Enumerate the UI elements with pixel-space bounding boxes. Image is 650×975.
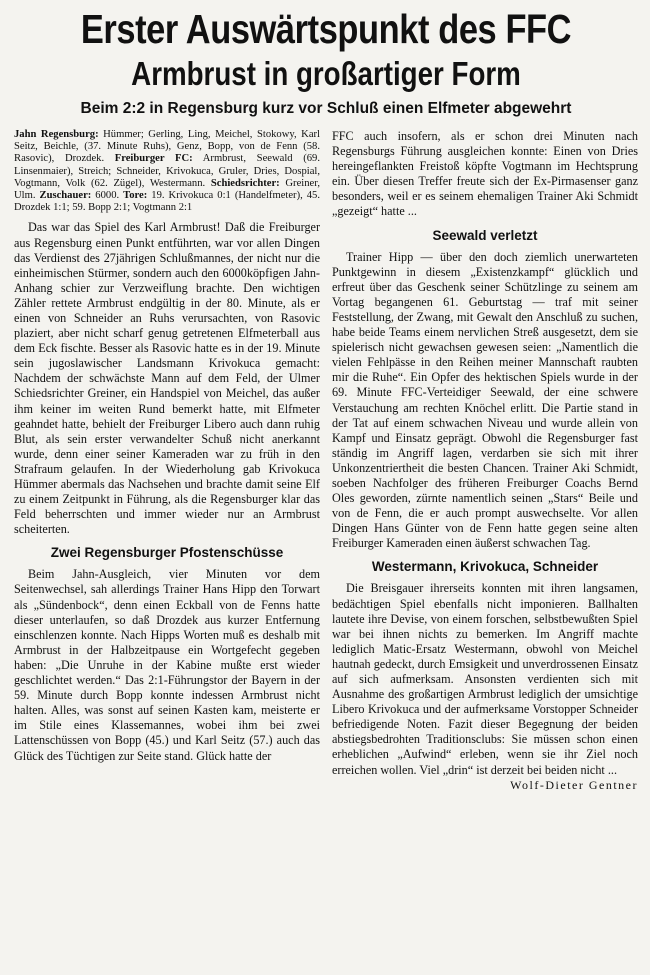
body-paragraph-continued: FFC auch insofern, als er schon drei Minuten nach Regensburgs Führung ausgleichen konnte: Einen von Dries hereingeflankten Freistoß köpfte Vogtmann im Hechtsprung ein. Über diesen Treffer freute sich der Ex-Pirmasenser ganz besonders, weil er es seinem ehemaligen Trainer Aki Schmidt „gezeigt“ hatte ...: [332, 129, 638, 219]
body-paragraph: Die Breisgauer ihrerseits konnten mit ihren langsamen, bedächtigen Spiel ebenfalls nicht imponieren. Ballhalten lautete ihre Devise, von einem forschen, selbstbewußten Spiel war bei ihnen nichts zu bemerken. Im Angriff machte lediglich Matic-Ersatz Westermann, obwohl von Meichel hautnah gedeckt, durch Emsigkeit und unverdrossenen Einsatz auf sich aufmerksam. Ansonsten verdienten sich mit Ausnahme des großartigen Armbrust lediglich der umsichtige Libero Krivokuca und der aufmerksame Vorstopper Schneider befriedigende Noten. Fazit dieser Begegnung der beiden abstiegsbedrohten Traditionsclubs: Sie müssen schon einen erheblichen „Aufwind“ erleben, wenn sie ihr Ziel noch erreichen wollen. Viel „drin“ ist derzeit bei beiden nicht ...: [332, 581, 638, 777]
lineup-spectators: 6000.: [91, 190, 124, 202]
lineup-goals-label: Tore:: [123, 190, 148, 202]
lineup-goals: 19. Krivokuca 0:1 (Handelfmeter), 45. Drozdek 1:1; 59. Bopp 2:1; Vogtmann 2:1: [14, 190, 320, 214]
lineup-team1: Hümmer; Gerling, Ling, Meichel, Stokowy, Karl Seitz, Beichle, (37. Minute Ruhs), Genz, Bopp, von de Fenn (58. Rasovic), Drozdek.: [14, 129, 320, 165]
headline: Erster Auswärtspunkt des FFC: [80, 6, 572, 52]
lineup-box: [14, 129, 320, 214]
section-heading-seewald: Seewald verletzt: [432, 227, 538, 243]
column-right: [332, 129, 638, 793]
body-paragraph: Das war das Spiel des Karl Armbrust! Daß die Freiburger aus Regensburg einen Punkt entführten, war vor allen Dingen das Verdienst des 27jährigen Schlußmannes, der nicht nur die einheimischen Stürmer, sondern auch den 6000köpfigen Jahn-Anhang schier zur Verzweiflung brachte. Den wichtigen Zähler rettete Armbrust endgültig in der 80. Minute, als er einen von Schneider an Ruhs verursachten, von Rasovic plaziert, aber nicht scharf genug getretenen Elfmeterball aus dem Eck fischte. Besser als Rasovic hatte es in der 19. Minute sein jugoslawischer Landsmann Krivokuca gemacht: Nachdem der schwächste Mann auf dem Feld, der Ulmer Schiedsrichter Greiner, ein Handspiel von Meichel, das außer ihm keiner im weiten Rund bemerkt hatte, mit Elfmeter geahndet hatte, behielt der Freiburger Libero auch dann ruhig Blut, als sein erster verwandelter Schuß nicht anerkannt wurde, denn einer seiner Kameraden war zu früh in den Strafraum gelaufen. In der Wiederholung gab Krivokuca Hümmer abermals das Nachsehen und brachte damit seine Elf zu einem Zeitpunkt in Führung, als die Regensburger klar das Feld beherrschten und immer wieder nur an Armbrust scheiterten.: [14, 220, 320, 537]
lineup-spectators-label: Zuschauer:: [39, 190, 92, 202]
lineup-team1-label: Jahn Regensburg:: [14, 129, 99, 140]
section-heading-players: Westermann, Krivokuca, Schneider: [371, 559, 599, 575]
lineup-team2-label: Freiburger FC:: [114, 153, 193, 165]
lineup-referee-label: Schiedsrichter:: [210, 177, 280, 189]
section-heading-posts: Zwei Regensburger Pfostenschüsse: [50, 545, 284, 561]
byline: Wolf-Dieter Gentner: [510, 777, 638, 792]
lineup-team2: Armbrust, Seewald (69. Linsenmaier), Streich; Schneider, Krivokuca, Gruler, Dries, Dospial, Vogtmann, Volk (62. Zügel), Westermann.: [14, 153, 320, 189]
body-paragraph: Beim Jahn-Ausgleich, vier Minuten vor dem Seitenwechsel, sah allerdings Trainer Hans Hipp den Torwart als „Sündenbock“, denn einen Eckball von de Fenns hatte dieser unterlaufen, so daß Drozdek aus kurzer Entfernung einschlenzen konnte. Nach Hipps Worten muß es deshalb mit Armbrust in der Halbzeitpause ein Wortgefecht gegeben haben: „Die Unruhe in der Kabine mußte erst wieder geschlichtet werden.“ Das 2:1-Führungstor der Bayern in der 59. Minute durch Bopp konnte indessen Armbrust nicht halten. Alles, was sonst auf seinen Kasten kam, meisterte er im Stile eines Klassemannes, wobei ihm bei zwei Lattenschüssen von Bopp (45.) und Karl Seitz (57.) auch das Glück des Tüchtigen zur Seite stand. Glück hatte der: [14, 567, 320, 763]
body-paragraph: Trainer Hipp — über den doch ziemlich unerwarteten Punktgewinn in diesem „Existenzkampf“ glücklich und erfreut über das Geschenk seiner Schützlinge zu seinem am Vortag begangenen 61. Geburtstag — traf mit seiner Feststellung, der Zwang, mit Gewalt den Anschluß zu suchen, habe beide Teams einem nervlichen Streß ausgesetzt, dem sie spielerisch nicht gewachsen gewesen seien: „Namentlich die vielen Fehlpässe in den Reihen meiner Mannschaft raubten mir die Ruhe“. Ein Opfer des hektischen Spiels wurde in der 69. Minute FFC-Verteidiger Seewald, der eine schwere Verstauchung am rechten Knöchel erlitt. Die Partie stand in der Tat auf einem schwachen Niveau und wurde allein von Kampf und Einsatz geprägt. Obwohl die Regensburger fast ständig im Angriff lagen, verdarben sie sich mit ihrer Unkonzentriertheit die besten Chancen. Trainer Aki Schmidt, soeben Nachfolger des früheren Freiburger Coachs Bernd Oles geworden, zürnte namentlich seinen „Stars“ Beile und von de Fenn, die er auch prompt auswechselte. Vor allen Dingen Hans Günter von de Fenn hatte gegen seine alten Freiburger Kameraden einen äußerst schwachen Tag.: [332, 249, 638, 551]
column-left: [14, 129, 320, 793]
article-columns: [14, 129, 638, 793]
lineup-referee: Greiner, Ulm.: [14, 177, 320, 202]
subheadline: Armbrust in großartiger Form: [131, 55, 521, 92]
deck: Beim 2:2 in Regensburg kurz vor Schluß einen Elfmeter abgewehrt: [80, 100, 572, 117]
